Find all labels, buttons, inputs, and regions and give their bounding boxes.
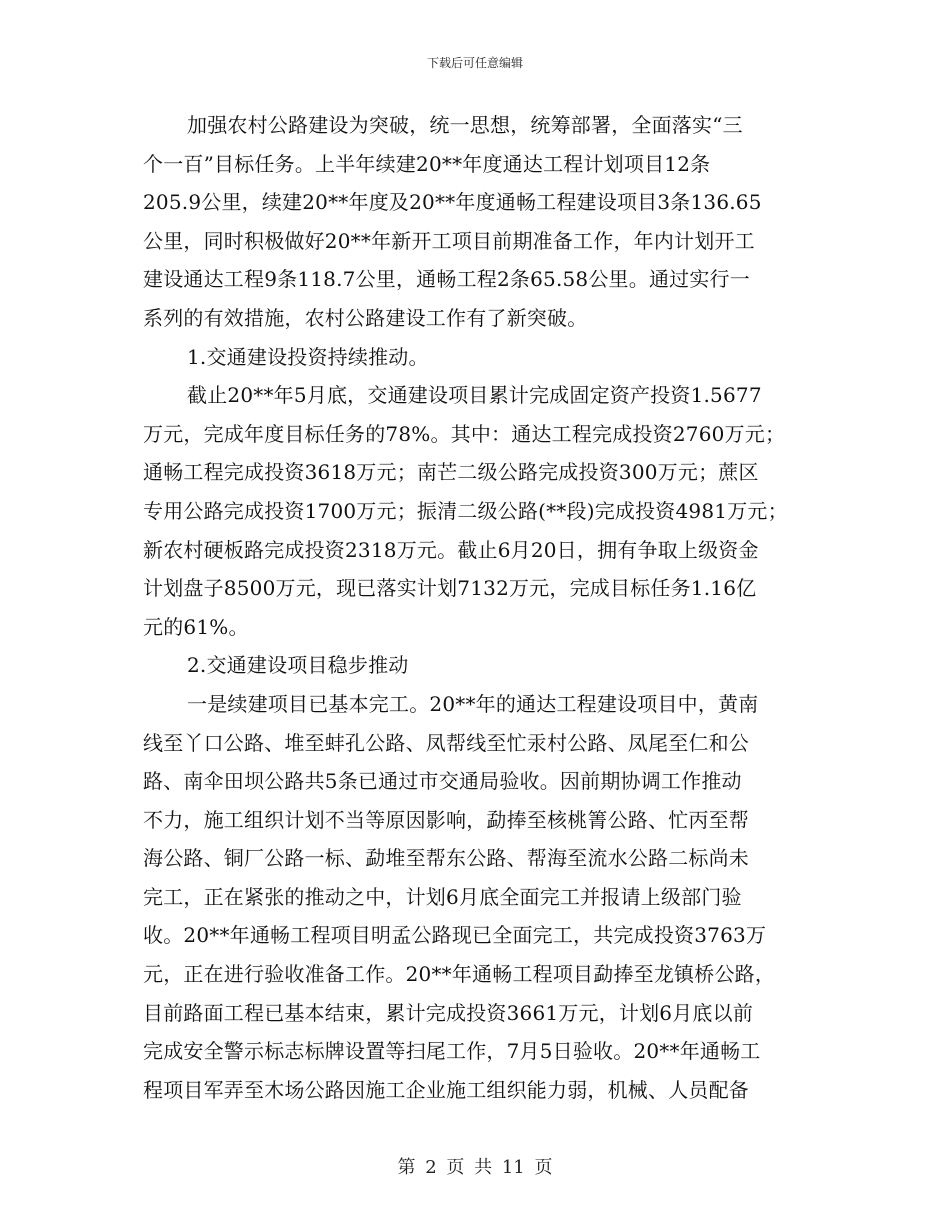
paragraph-line: 不力，施工组织计划不当等原因影响，勐捧至核桃箐公路、忙丙至帮	[143, 807, 749, 832]
paragraph-line: 目前路面工程已基本结束，累计完成投资3661万元，计划6月底以前	[143, 1000, 754, 1025]
page-footer: 第 2 页 共 11 页	[397, 1157, 553, 1178]
paragraph-line: 元，正在进行验收准备工作。20**年通畅工程项目勐捧至龙镇桥公路，	[143, 962, 776, 987]
paragraph-line: 截止20**年5月底，交通建设项目累计完成固定资产投资1.5677	[187, 383, 762, 408]
paragraph-line: 一是续建项目已基本完工。20**年的通达工程建设项目中，黄南	[187, 691, 759, 716]
paragraph-line: 专用公路完成投资1700万元；振清二级公路(**段)完成投资4981万元；	[143, 498, 788, 523]
paragraph-line: 计划盘子8500万元，现已落实计划7132万元，完成目标任务1.16亿	[143, 576, 757, 601]
paragraph-line: 海公路、铜厂公路一标、勐堆至帮东公路、帮海至流水公路二标尚未	[143, 846, 749, 871]
paragraph-line: 建设通达工程9条118.7公里，通畅工程2条65.58公里。通过实行一	[143, 267, 750, 292]
section-heading: 1.交通建设投资持续推动。	[187, 344, 429, 369]
paragraph-line: 元的61%。	[143, 614, 249, 639]
paragraph-line: 通畅工程完成投资3618万元；南芒二级公路完成投资300万元；蔗区	[143, 460, 759, 485]
paragraph-line: 收。20**年通畅工程项目明孟公路现已全面完工，共完成投资3763万	[143, 923, 767, 948]
paragraph-line: 完成安全警示标志标牌设置等扫尾工作，7月5日验收。20**年通畅工	[143, 1039, 761, 1064]
paragraph-line: 加强农村公路建设为突破，统一思想，统筹部署，全面落实“三	[187, 113, 743, 137]
paragraph-line: 线至丫口公路、堆至蚌孔公路、凤帮线至忙汞村公路、凤尾至仁和公	[143, 730, 749, 755]
document-body	[143, 106, 815, 1109]
page-header: 下载后可任意编辑	[426, 56, 523, 70]
paragraph-line: 完工，正在紧张的推动之中，计划6月底全面完工并报请上级部门验	[143, 884, 742, 909]
paragraph-line: 个一百”目标任务。上半年续建20**年度通达工程计划项目12条	[143, 151, 711, 176]
paragraph-line: 新农村硬板路完成投资2318万元。截止6月20日，拥有争取上级资金	[143, 537, 759, 562]
paragraph-line: 路、南伞田坝公路共5条已通过市交通局验收。因前期协调工作推动	[143, 769, 742, 794]
paragraph-line: 程项目军弄至木场公路因施工企业施工组织能力弱，机械、人员配备	[143, 1077, 749, 1102]
paragraph-line: 公里，同时积极做好20**年新开工项目前期准备工作，年内计划开工	[143, 228, 755, 253]
section-heading: 2.交通建设项目稳步推动	[187, 653, 409, 678]
paragraph-line: 系列的有效措施，农村公路建设工作有了新突破。	[143, 305, 588, 330]
paragraph-line: 205.9公里，续建20**年度及20**年度通畅工程建设项目3条136.65	[143, 190, 762, 215]
paragraph-line: 万元，完成年度目标任务的78%。其中：通达工程完成投资2760万元；	[143, 421, 786, 446]
